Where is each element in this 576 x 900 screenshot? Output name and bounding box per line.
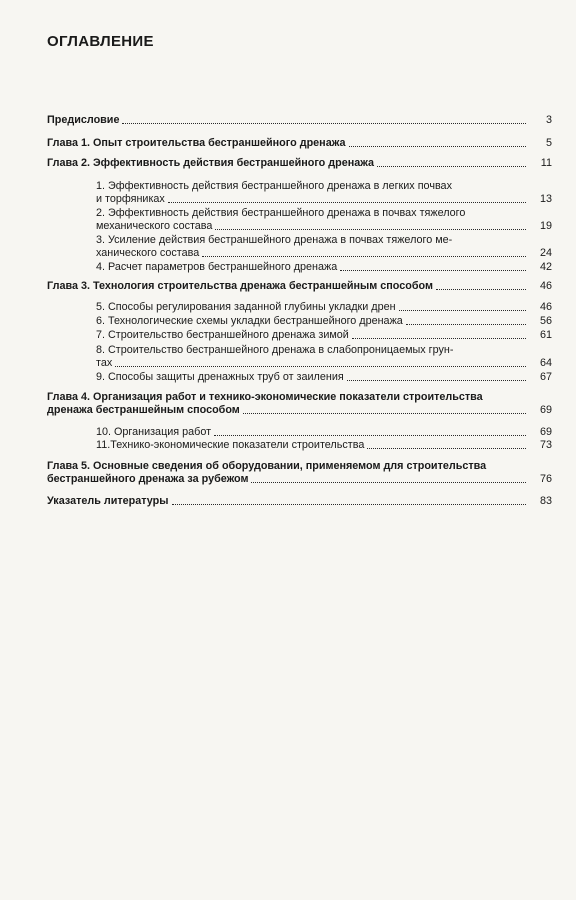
toc-entry-text: 9. Способы защиты дренажных труб от заиления	[96, 371, 344, 383]
toc-entry-text: 7. Строительство бестраншейного дренажа зимой	[96, 329, 349, 341]
toc-entry-text-line1: Глава 4. Организация работ и технико-экономические показатели строительства	[47, 391, 483, 403]
toc-entry-chapter-4	[47, 391, 552, 417]
toc-entry-section-6	[96, 315, 552, 328]
page-title: ОГЛАВЛЕНИЕ	[47, 33, 154, 50]
toc-page-number: 5	[545, 137, 552, 149]
toc-entry-section-1	[96, 180, 552, 206]
toc-entry-preface	[47, 114, 552, 127]
toc-entry-text-line1: 8. Строительство бестраншейного дренажа в слабопроницаемых грун-	[96, 344, 454, 356]
toc-page-number: 83	[539, 495, 552, 507]
toc-leader-dots	[115, 366, 526, 367]
toc-page-number: 76	[539, 473, 552, 485]
toc-page-number: 46	[539, 280, 552, 292]
toc-page-number: 56	[539, 315, 552, 327]
toc-page-number: 24	[539, 247, 552, 259]
toc-entry-section-2	[96, 207, 552, 233]
toc-page-number: 3	[545, 114, 552, 126]
toc-entry-section-7	[96, 329, 552, 342]
toc-page-number: 11	[540, 157, 552, 169]
toc-leader-dots	[243, 413, 526, 414]
toc-leader-dots	[214, 435, 526, 436]
toc-leader-dots	[251, 482, 526, 483]
toc-page-number: 67	[539, 371, 552, 383]
toc-page-number: 64	[539, 357, 552, 369]
toc-entry-text: Глава 3. Технология строительства дренажа бестраншейным способом	[47, 280, 433, 292]
toc-entry-text-line2: ханического состава	[96, 247, 200, 259]
toc-page-number: 73	[539, 439, 552, 451]
toc-entry-chapter-5	[47, 460, 552, 486]
toc-leader-dots	[215, 229, 526, 230]
toc-entry-section-4	[96, 261, 552, 274]
toc-entry-text: Глава 1. Опыт строительства бестраншейного дренажа	[47, 137, 346, 149]
toc-entry-text-line1: 3. Усиление действия бестраншейного дренажа в почвах тяжелого ме-	[96, 234, 453, 246]
toc-leader-dots	[340, 270, 526, 271]
toc-leader-dots	[347, 380, 526, 381]
toc-entry-text: 11.Технико-экономические показатели строительства	[96, 439, 365, 451]
toc-page-number: 19	[539, 220, 552, 232]
toc-leader-dots	[352, 338, 526, 339]
toc-leader-dots	[436, 289, 526, 290]
toc-entry-text: Указатель литературы	[47, 495, 169, 507]
toc-page-number: 69	[539, 404, 552, 416]
toc-entry-text: Глава 2. Эффективность действия бестраншейного дренажа	[47, 157, 375, 169]
toc-leader-dots	[399, 310, 526, 311]
toc-entry-chapter-3	[47, 280, 552, 293]
toc-entry-text: 10. Организация работ	[96, 426, 212, 438]
toc-entry-text-line2: тах	[96, 357, 113, 369]
toc-leader-dots	[406, 324, 526, 325]
toc-page-number: 13	[539, 193, 552, 205]
toc-leader-dots	[168, 202, 526, 203]
toc-entry-text-line2: дренажа бестраншейным способом	[47, 404, 240, 416]
toc-entry-text-line2: и торфяниках	[96, 193, 165, 205]
toc-entry-section-8	[96, 344, 552, 370]
toc-leader-dots	[202, 256, 526, 257]
toc-leader-dots	[367, 448, 526, 449]
toc-entry-text-line2: бестраншейного дренажа за рубежом	[47, 473, 249, 485]
toc-leader-dots	[349, 146, 526, 147]
toc-entry-section-9	[96, 371, 552, 384]
toc-leader-dots	[172, 504, 527, 505]
toc-entry-section-3	[96, 234, 552, 260]
toc-entry-section-10	[96, 426, 552, 439]
toc-entry-text: Предисловие	[47, 114, 120, 126]
toc-entry-chapter-1	[47, 137, 552, 150]
toc-entry-text: 5. Способы регулирования заданной глубины укладки дрен	[96, 301, 396, 313]
toc-page-number: 46	[539, 301, 552, 313]
toc-entry-section-5	[96, 301, 552, 314]
toc-entry-text-line1: 2. Эффективность действия бестраншейного дренажа в почвах тяжелого	[96, 207, 466, 219]
toc-leader-dots	[122, 123, 526, 124]
toc-entry-text-line2: механического состава	[96, 220, 213, 232]
toc-entry-text-line1: Глава 5. Основные сведения об оборудовании, применяемом для строительства	[47, 460, 487, 472]
toc-entry-chapter-2	[47, 157, 552, 170]
toc-page-number: 42	[539, 261, 552, 273]
toc-entry-text-line1: 1. Эффективность действия бестраншейного дренажа в легких почвах	[96, 180, 452, 192]
toc-leader-dots	[377, 166, 526, 167]
toc-entry-text: 6. Технологические схемы укладки бестраншейного дренажа	[96, 315, 403, 327]
toc-page-number: 61	[539, 329, 552, 341]
toc-entry-references	[47, 495, 552, 508]
toc-page-number: 69	[539, 426, 552, 438]
toc-entry-text: 4. Расчет параметров бестраншейного дренажа	[96, 261, 338, 273]
toc-entry-section-11	[96, 439, 552, 452]
